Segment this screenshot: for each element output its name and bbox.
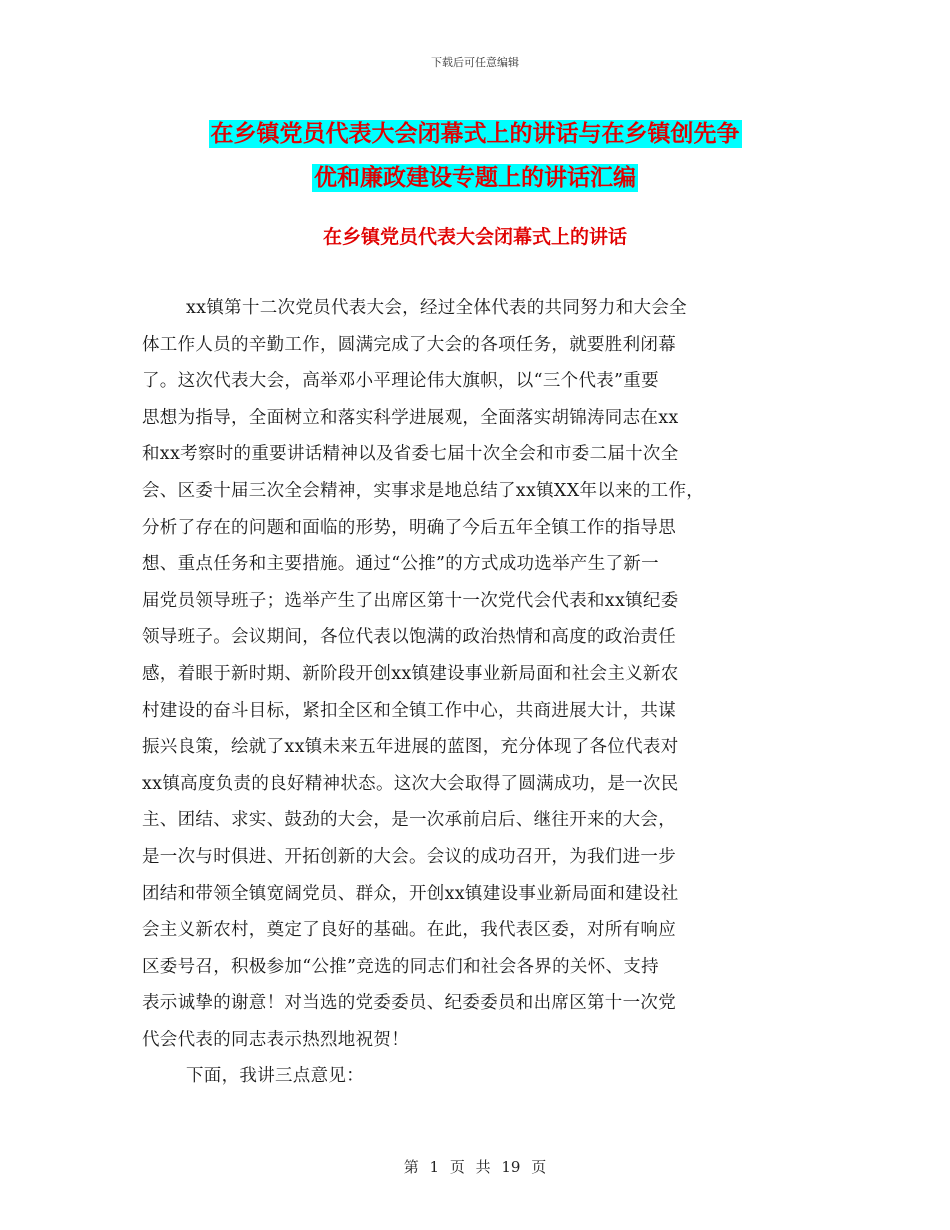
text-line: xx镇高度负责的良好精神状态。这次大会取得了圆满成功，是一次民 [142, 773, 679, 794]
text-line: 会主义新农村，奠定了良好的基础。在此，我代表区委，对所有响应 [142, 920, 676, 941]
text-line: 团结和带领全镇宽阔党员、群众，开创xx镇建设事业新局面和建设社 [142, 883, 679, 904]
text-line: 区委号召，积极参加“公推”竞选的同志们和社会各界的关怀、支持 [142, 956, 659, 977]
header-note: 下载后可任意编辑 [431, 56, 519, 69]
text-line: 和xx考察时的重要讲话精神以及省委七届十次全会和市委二届十次全 [142, 444, 679, 465]
text-line: 是一次与时俱进、开拓创新的大会。会议的成功召开，为我们进一步 [142, 846, 676, 867]
text-line: 了。这次代表大会，高举邓小平理论伟大旗帜，以“三个代表”重要 [142, 371, 659, 392]
page-footer: 第 1 页 共 19 页 [403, 1158, 547, 1176]
text-line: 想、重点任务和主要措施。通过“公推”的方式成功选举产生了新一 [142, 554, 659, 575]
text-line: 体工作人员的辛勤工作，圆满完成了大会的各项任务，就要胜利闭幕 [142, 334, 676, 355]
text-line: 会、区委十届三次全会精神，实事求是地总结了xx镇XX年以来的工作， [142, 480, 705, 501]
text-line: 领导班子。会议期间，各位代表以饱满的政治热情和高度的政治责任 [142, 627, 676, 648]
text-line: 下面，我讲三点意见： [186, 1066, 364, 1087]
text-line: 届党员领导班子；选举产生了出席区第十一次党代会代表和xx镇纪委 [142, 590, 679, 611]
title-line-2: 优和廉政建设专题上的讲话汇编 [314, 165, 636, 191]
text-line: 振兴良策，绘就了xx镇未来五年进展的蓝图，充分体现了各位代表对 [142, 737, 679, 758]
text-line: 感，着眼于新时期、新阶段开创xx镇建设事业新局面和社会主义新农 [142, 663, 679, 684]
text-line: 代会代表的同志表示热烈地祝贺！ [142, 1029, 409, 1050]
text-line: 村建设的奋斗目标，紧扣全区和全镇工作中心，共商进展大计，共谋 [142, 700, 676, 721]
body-text [142, 290, 832, 1095]
text-line: 思想为指导，全面树立和落实科学进展观，全面落实胡锦涛同志在xx [142, 407, 679, 428]
text-line: xx镇第十二次党员代表大会，经过全体代表的共同努力和大会全 [186, 298, 687, 318]
text-line: 分析了存在的问题和面临的形势，明确了今后五年全镇工作的指导思 [142, 517, 676, 538]
title-line-1: 在乡镇党员代表大会闭幕式上的讲话与在乡镇创先争 [210, 121, 740, 147]
section-title: 在乡镇党员代表大会闭幕式上的讲话 [322, 226, 627, 248]
text-line: 表示诚挚的谢意！对当选的党委委员、纪委委员和出席区第十一次党 [142, 993, 676, 1014]
document-title [0, 112, 950, 200]
text-line: 主、团结、求实、鼓劲的大会，是一次承前启后、继往开来的大会， [142, 810, 676, 831]
